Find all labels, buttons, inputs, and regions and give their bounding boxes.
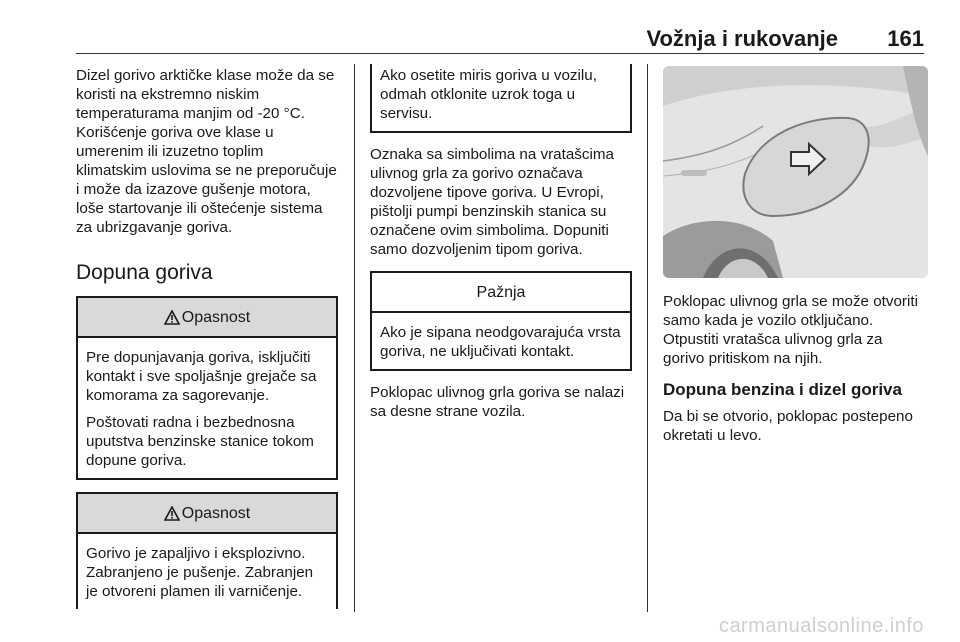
fuel-symbols-paragraph: Oznaka sa simbolima na vratašcima ulivnog grla za gorivo označava dozvoljene tipove goriva. U Evropi, pištolji pumpi benzinskih stanica su označene ovim simbolima. Dopuniti samo dozvoljenim tipom goriva. [370,146,614,258]
fuel-flap-open-paragraph: Poklopac ulivnog grla se može otvoriti samo kada je vozilo otključano. Otpustiti vratašca ulivnog grla za gorivo pritiskom na njih. [663,293,918,367]
warning-text: Pre dopunjavanja goriva, isključiti kontakt i sve spoljašnje grejače sa komorama za sagorevanje. [86,349,317,404]
notice-title: Pažnja [476,283,526,301]
subsection-title: Dopuna benzina i dizel goriva [663,380,902,399]
fuel-cap-paragraph: Da bi se otvorio, poklopac postepeno okretati u levo. [663,408,913,444]
warning-box-continued [370,64,632,133]
warning-box-1 [76,296,338,480]
header-rule [76,53,924,54]
page-header [76,26,924,56]
warning-box-2 [76,492,338,609]
notice-box [370,271,632,371]
column-3 [663,66,928,445]
column-1 [76,66,338,609]
fuel-flap-location-paragraph: Poklopac ulivnog grla goriva se nalazi sa desne strane vozila. [370,384,625,420]
chapter-title: Vožnja i rukovanje [646,26,838,51]
warning-triangle-icon [164,506,180,521]
warning-triangle-icon [164,310,180,325]
car-rear-fuel-door-image [663,66,928,278]
notice-text: Ako je sipana neodgovarajuća vrsta goriva, ne uključivati kontakt. [380,324,621,360]
section-title: Dopuna goriva [76,261,213,284]
page-number: 161 [887,26,924,51]
column-divider-1 [354,64,355,612]
warning-title: Opasnost [181,308,251,326]
warning-text: Ako osetite miris goriva u vozilu, odmah otklonite uzrok toga u servisu. [380,67,597,122]
intro-paragraph: Dizel gorivo arktičke klase može da se koristi na ekstremno niskim temperaturama manjim od -20 °C. Korišćenje goriva ove klase u umerenim ili izuzetno toplim klimatskim uslovima se ne preporučuje i može da izazove gušenje motora, loše startovanje ili oštećenje sistema za ubrizgavanje goriva. [76,67,337,236]
fuel-flap-illustration [663,66,928,278]
warning-box-header [78,494,336,534]
watermark: carmanualsonline.info [718,615,924,637]
column-divider-2 [647,64,648,612]
column-2 [370,66,632,421]
warning-title: Opasnost [181,504,251,522]
warning-box-header [78,298,336,338]
warning-text: Gorivo je zapaljivo i eksplozivno. Zabranjeno je pušenje. Zabranjen je otvoreni plamen ili varničenje. [86,545,314,600]
warning-text: Poštovati radna i bezbednosna uputstva benzinske stanice tokom dopune goriva. [86,414,314,469]
notice-box-header [372,273,630,313]
